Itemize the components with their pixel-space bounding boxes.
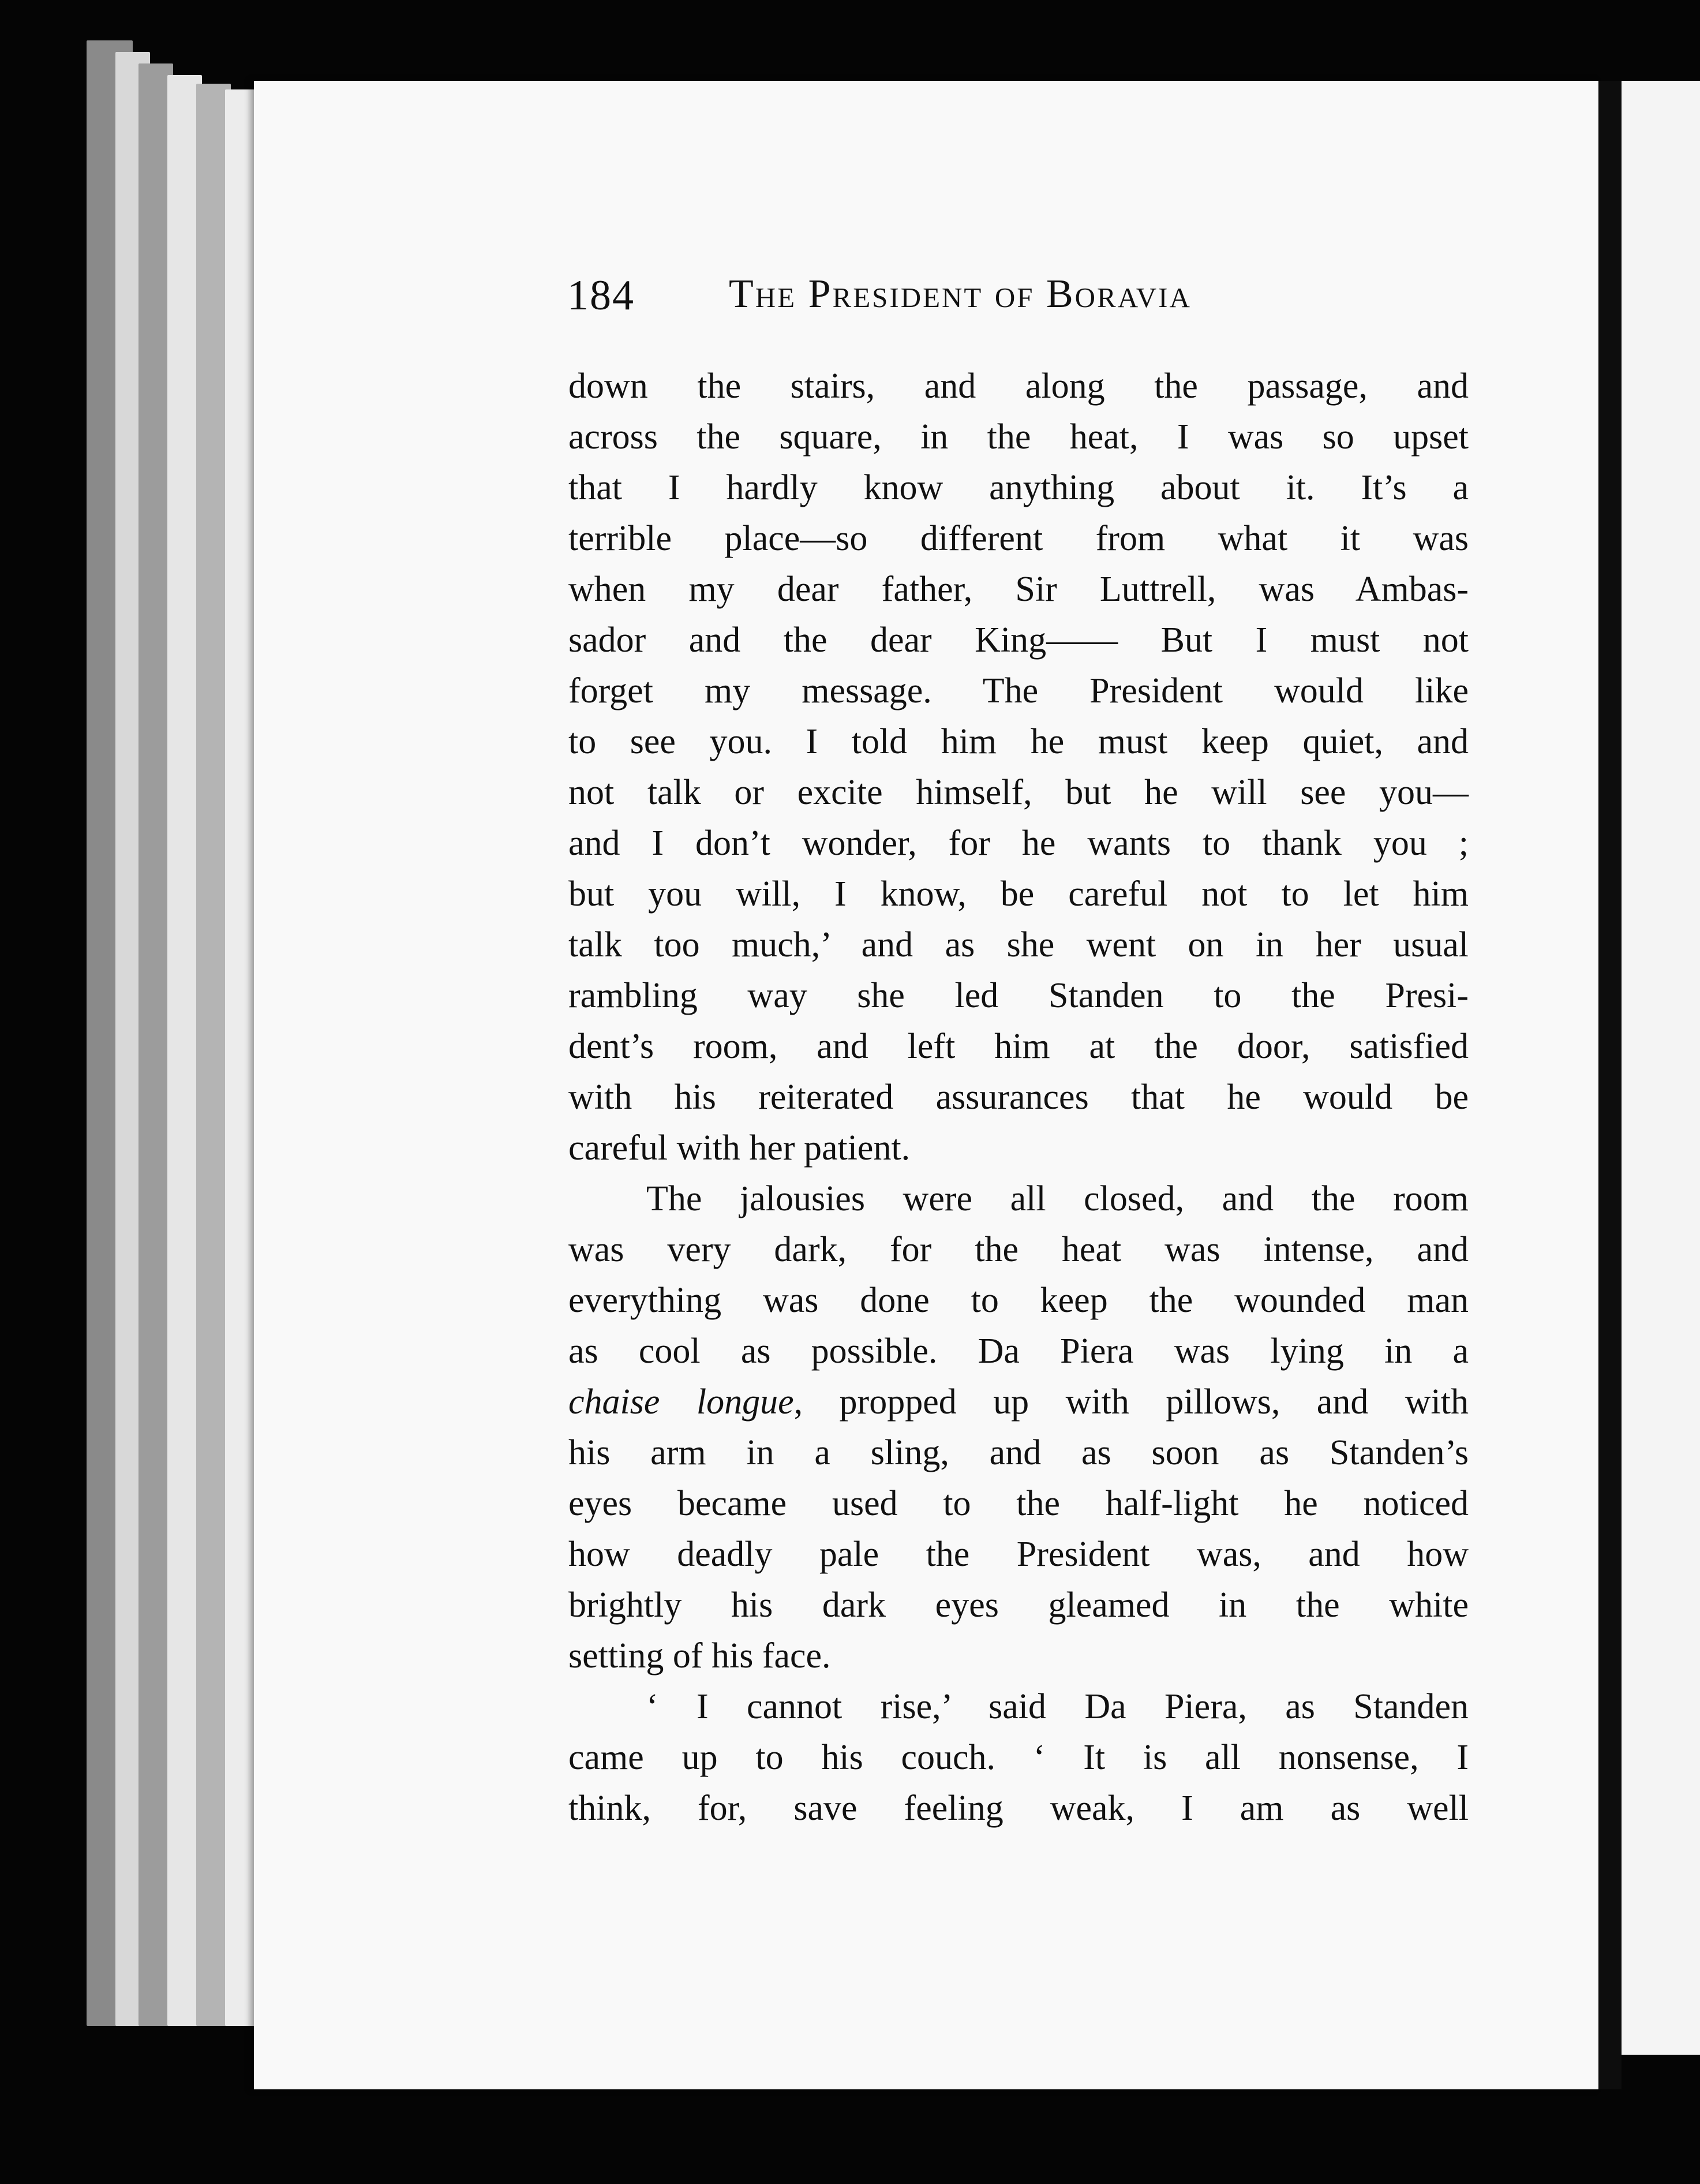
text-line: how deadly pale the President was, and how	[568, 1535, 1469, 1574]
text-line: careful with her patient.	[568, 1128, 911, 1168]
text-line: not talk or excite himself, but he will see you—	[568, 773, 1469, 812]
text-line: when my dear father, Sir Luttrell, was Ambas-	[568, 570, 1469, 609]
text-line: everything was done to keep the wounded man	[568, 1281, 1469, 1320]
book-gutter	[1598, 81, 1622, 2089]
text-line: ‘ I cannot rise,’ said Da Piera, as Standen	[646, 1687, 1469, 1726]
text-line: talk too much,’ and as she went on in her usual	[568, 925, 1469, 964]
text-line: but you will, I know, be careful not to let him	[568, 874, 1469, 914]
body-text	[568, 361, 1469, 1834]
facing-page	[1622, 81, 1700, 2055]
text-line: came up to his couch. ‘ It is all nonsense, I	[568, 1738, 1469, 1777]
text-line: was very dark, for the heat was intense, and	[568, 1230, 1469, 1269]
page-header	[567, 271, 1491, 329]
italic-phrase: chaise longue	[568, 1382, 794, 1422]
text-line: with his reiterated assurances that he would be	[568, 1078, 1469, 1117]
text-line: that I hardly know anything about it. It’s a	[568, 468, 1469, 507]
page-number: 184	[567, 272, 635, 319]
text-line: think, for, save feeling weak, I am as well	[568, 1789, 1469, 1828]
text-line: setting of his face.	[568, 1636, 831, 1676]
text-line: and I don’t wonder, for he wants to thank you ;	[568, 824, 1469, 863]
text-line: his arm in a sling, and as soon as Standen’s	[568, 1433, 1469, 1472]
text-line: terrible place—so different from what it was	[568, 519, 1469, 558]
running-title: The President of Boravia	[729, 272, 1192, 316]
text-line: as cool as possible. Da Piera was lying in a	[568, 1332, 1469, 1371]
text-line: forget my message. The President would like	[568, 671, 1469, 710]
text-line-mixed	[568, 1377, 1469, 1427]
text-line: sador and the dear King—— But I must not	[568, 620, 1469, 660]
text-line: The jalousies were all closed, and the room	[646, 1179, 1469, 1218]
text-line: across the square, in the heat, I was so upset	[568, 417, 1469, 457]
text-line: brightly his dark eyes gleamed in the white	[568, 1585, 1469, 1625]
text-line: to see you. I told him he must keep quiet, and	[568, 722, 1469, 761]
text-line: dent’s room, and left him at the door, satisfied	[568, 1027, 1469, 1066]
text-line: eyes became used to the half-light he noticed	[568, 1484, 1469, 1523]
text-line: rambling way she led Standen to the Presi-	[568, 976, 1469, 1015]
text-line: down the stairs, and along the passage, and	[568, 367, 1469, 406]
text-segment: , propped up with pillows, and with	[793, 1382, 1469, 1422]
